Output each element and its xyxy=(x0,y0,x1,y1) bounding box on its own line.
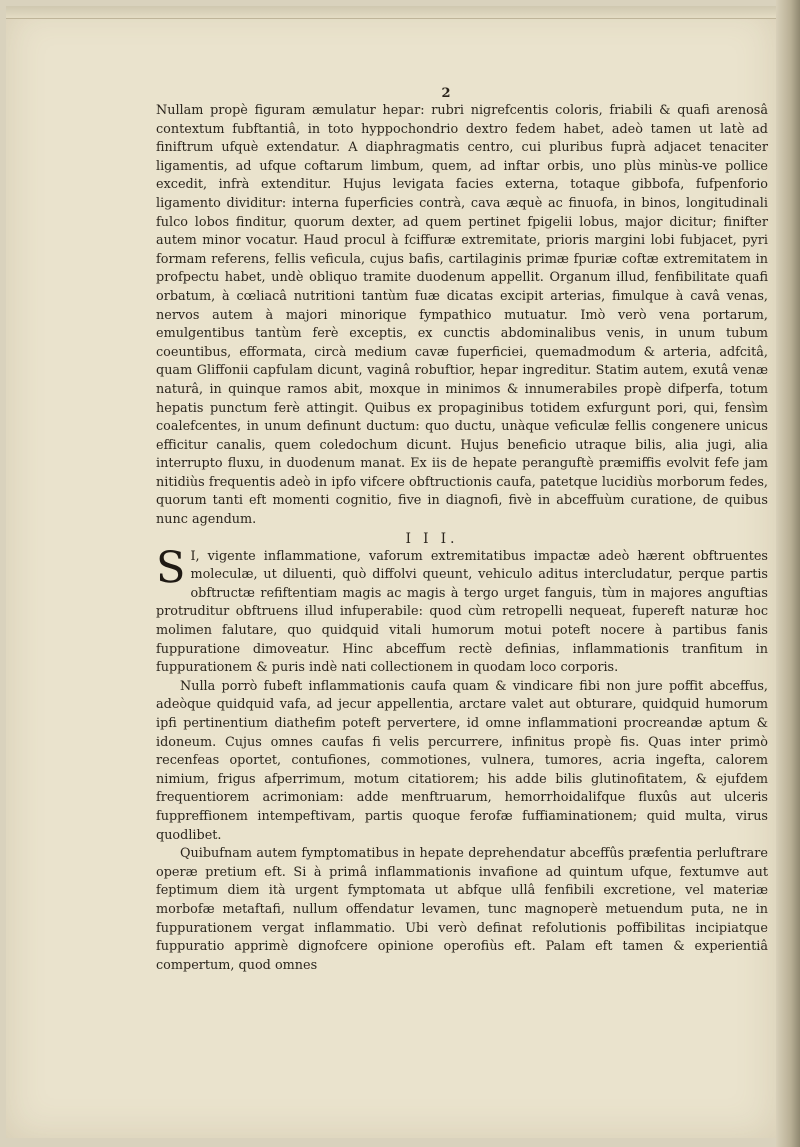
page-number: 2 xyxy=(441,86,451,101)
paragraph-2 xyxy=(156,542,768,678)
drop-cap-letter: S xyxy=(156,542,186,593)
paragraph-1: Nullam propè figuram æmulatur hepar: rubri nigrefcentis coloris, friabili & quafi arenosâ contextum fubftantiâ, in toto hyppochondrio dextro fedem habet, adeò tamen ut latè ad finiftrum ufquè extendatur. A diaphragmatis centro, cui pluribus fuprà adjacet tenaciter ligamentis, ad ufque coftarum limbum, quem, ad inftar orbis, uno plùs minùs-ve pollice excedit, infrà extenditur. Hujus levigata facies externa, totaque gibbofa, fufpenforio ligamento dividitur: interna fuperficies contrà, cava æquè ac finuofa, in binos, longitudinali fulco lobos finditur, quorum dexter, ad quem pertinet fpigelii lobus, major dicitur; finifter autem minor vocatur. Haud procul à fciffuræ extremitate, prioris margini lobi fubjacet, pyri formam referens, fellis veficula, cujus bafis, cartilaginis primæ fpuriæ coftæ extremitatem in profpectu habet, undè obliquo tramite duodenum appellit. Organum illud, fenfibilitate quafi orbatum, à cœliacâ nutritioni tantùm fuæ dicatas excipit arterias, fimulque à cavâ venas, nervos autem à majori minorique fympathico mutuatur. Imò verò vena portarum, emulgentibus tantùm ferè exceptis, ex cunctis abdominalibus venis, in unum tubum coeuntibus, efformata, circà medium cavæ fuperficiei, quemadmodum & arteria, adfcitâ, quam Gliffonii capfulam dicunt, vaginâ robuftior, hepar ingreditur. Statim autem, exutâ venæ naturâ, in quinque ramos abit, moxque in minimos & innumerabiles propè difperfa, totum hepatis punctum ferè attingit. Quibus ex propaginibus totidem exfurgunt pori, qui, fensìm coalefcentes, in unum definunt ductum: quo ductu, unàque veficulæ fellis congenere unicus efficitur canalis, quem coledochum dicunt. Hujus beneficio utraque bilis, alia jugi, alia interrupto fluxu, in duodenum manat. Ex iis de hepate peranguftè præmiffis evolvit fefe jam nitidiùs frequentis adeò in ipfo vifcere obftructionis caufa, patetque lucidiùs morborum fedes, quorum tanti eft momenti cognitio, five in diagnofi, fivè in abceffuùm curatione, de quibus nunc agendum. xyxy=(156,103,768,528)
book-page xyxy=(6,6,776,1138)
page-text-block xyxy=(156,88,768,975)
section-heading: I I I. xyxy=(405,530,459,547)
book-binding-edge xyxy=(776,0,800,1147)
paragraph-3: Nulla porrò fubeft inflammationis caufa quam & vindicare fibi non jure poffit abceffus, adeòque quidquid vafa, ad jecur appellentia, arctare valet aut obturare, quidquid humorum ipfi pertinentium diathefim poteft pervertere, id omne inflammationi procreandæ aptum & idoneum. Cujus omnes caufas fi velis percurrere, infinitus propè fis. Quas inter primò recenfeas oportet, contufiones, commotiones, vulnera, tumores, acria ingefta, calorem nimium, frigus afperrimum, motum citatiorem; his adde bilis glutinofitatem, & ejufdem frequentiorem acrimoniam: adde menftruarum, hemorrhoidalifque fluxûs aut ulceris fuppreffionem intempeftivam, partis quoque ferofæ fuffiaminationem; quid multa, virus quodlibet. xyxy=(156,678,768,843)
paragraph-4: Quibufnam autem fymptomatibus in hepate deprehendatur abceffûs præfentia perluftrare operæ pretium eft. Si à primâ inflammationis invafione ad quintum ufque, fextumve aut feptimum diem ità urgent fymptomata ut abfque ullâ fenfibili excretione, vel materiæ morbofæ metaftafi, nullum offendatur levamen, tunc magnoperè metuendum puta, ne in fuppurationem vergat inflammatio. Ubi verò definat refolutionis poffibilitas incipiatque fuppuratio apprimè dignofcere opinione operofiùs eft. Palam eft tamen & experientiâ compertum, quod omnes xyxy=(156,846,768,973)
paragraph-2-text: I, vigente inflammatione, vaforum extremitatibus impactæ adeò hærent obftruentes moleculæ, ut diluenti, quò diffolvi queunt, vehiculo aditus intercludatur, perque partis obftructæ refiftentiam magis ac magis à tergo urget fanguis, tùm in majores anguftias protruditur obftruens illud infuperabile: quod cùm retropelli nequeat, fupereft naturæ hoc molimen falutare, quo quidquid vitali humorum motui poteft nocere à partibus fanis fuppuratione dimoveatur. Hinc abceffum rectè definias, inflammationis tranfitum in fuppurationem & puris indè nati collectionem in quodam loco corporis. xyxy=(156,548,768,676)
page-top-edge xyxy=(6,6,776,19)
